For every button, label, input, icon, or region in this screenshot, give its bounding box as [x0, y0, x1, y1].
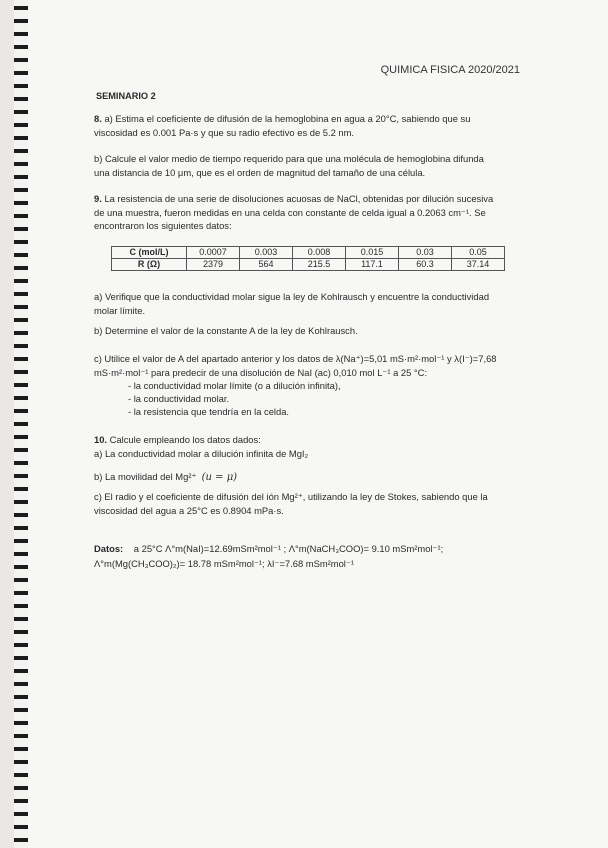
- problem-9a: [94, 290, 518, 317]
- problem-9: [94, 192, 518, 233]
- problem-10c-line2: viscosidad del agua a 25°C es 0.8904 mPa·s.: [94, 504, 284, 516]
- problem-8a-line1: a) Estima el coeficiente de difusión de la hemoglobina en agua a 20°C, sabiendo que su: [104, 113, 471, 124]
- problem-8b: [94, 152, 518, 179]
- table-row: [112, 259, 505, 271]
- table-cell: 117.1: [346, 259, 399, 271]
- problem-9-line3: encontraron los siguientes datos:: [94, 220, 232, 231]
- problem-8b-line2: una distancia de 10 μm, que es el orden de magnitud del tamaño de una célula.: [94, 166, 426, 178]
- table-cell: 0.03: [399, 247, 452, 259]
- table-cell: 0.003: [240, 247, 293, 259]
- course-header: QUIMICA FISICA 2020/2021: [380, 64, 520, 76]
- problem-9-number: 9.: [94, 193, 102, 204]
- table-cell: 0.0007: [187, 247, 240, 259]
- table-header-concentration: C (mol/L): [112, 247, 187, 259]
- table-cell: 564: [240, 259, 293, 271]
- problem-9c-line1: c) Utilice el valor de A del apartado anterior y los datos de λ(Na⁺)=5,01 mS·m²·mol⁻¹ y λ(I⁻)=7,68: [94, 353, 497, 364]
- problem-9b: b) Determine el valor de la constante A de la ley de Kohlrausch.: [94, 325, 358, 336]
- problem-9c-item-2: - la conductividad molar.: [128, 393, 230, 404]
- table-cell: 2379: [187, 259, 240, 271]
- problem-10-number: 10.: [94, 434, 108, 445]
- problem-10-intro: Calcule empleando los datos dados:: [109, 434, 261, 445]
- datos-values-2: Λ°m(Mg(CH₃COO)₂)= 18.78 mSm²mol⁻¹; λI⁻=7.68 mSm²mol⁻¹: [94, 558, 354, 569]
- table-cell: 37.14: [452, 259, 505, 271]
- problem-9a-line2: molar límite.: [94, 304, 146, 316]
- problem-10b-text: b) La movilidad del Mg²⁺: [94, 471, 197, 482]
- datos-values-1: a 25°C Λ°m(NaI)=12.69mSm²mol⁻¹ ; Λ°m(NaCH₃COO)= 9.10 mSm²mol⁻¹;: [133, 543, 444, 554]
- problem-9a-line1: a) Verifique que la conductividad molar sigue la ley de Kohlrausch y encuentre la conductividad: [94, 291, 490, 302]
- spiral-binding: [14, 0, 28, 848]
- problem-9-line2: de una muestra, fueron medidas en una celda con constante de celda igual a 0.2063 cm⁻¹. Se: [94, 206, 486, 218]
- problem-10b: [94, 470, 518, 485]
- problem-9-line1: La resistencia de una serie de disoluciones acuosas de NaCl, obtenidas por dilución sucesiva: [104, 193, 494, 204]
- table-row: [112, 247, 505, 259]
- datos-label: Datos:: [94, 543, 124, 554]
- table-cell: 0.05: [452, 247, 505, 259]
- problem-10c-line1: c) El radio y el coeficiente de difusión del ión Mg²⁺, utilizando la ley de Stokes, sabiendo que la: [94, 491, 488, 502]
- resistance-table: [111, 246, 505, 271]
- problem-10a: a) La conductividad molar a dilución infinita de MgI₂: [94, 447, 309, 459]
- handwritten-note: (u = μ): [201, 472, 238, 483]
- table-header-resistance: R (Ω): [112, 259, 187, 271]
- problem-8-number: 8.: [94, 113, 102, 124]
- problem-9c-item-1: - la conductividad molar límite (o a dilución infinita),: [128, 380, 341, 391]
- problem-10: [94, 433, 518, 460]
- table-cell: 0.008: [293, 247, 346, 259]
- problem-8a: [94, 112, 518, 139]
- seminar-title: SEMINARIO 2: [96, 91, 156, 101]
- problem-8a-line2: viscosidad es 0.001 Pa·s y que su radio efectivo es de 5.2 nm.: [94, 126, 355, 138]
- problem-9c: [94, 352, 518, 379]
- table-cell: 0.015: [346, 247, 399, 259]
- problem-9c-line2: mS·m²·mol⁻¹ para predecir de una disolución de NaI (ac) 0,010 mol L⁻¹ a 25 °C:: [94, 366, 428, 378]
- table-cell: 215.5: [293, 259, 346, 271]
- datos-line-1: [94, 543, 443, 555]
- table-cell: 60.3: [399, 259, 452, 271]
- problem-10c: [94, 490, 518, 517]
- problem-8b-line1: b) Calcule el valor medio de tiempo requerido para que una molécula de hemoglobina difunda: [94, 153, 484, 164]
- problem-9c-item-3: - la resistencia que tendría en la celda.: [128, 406, 290, 417]
